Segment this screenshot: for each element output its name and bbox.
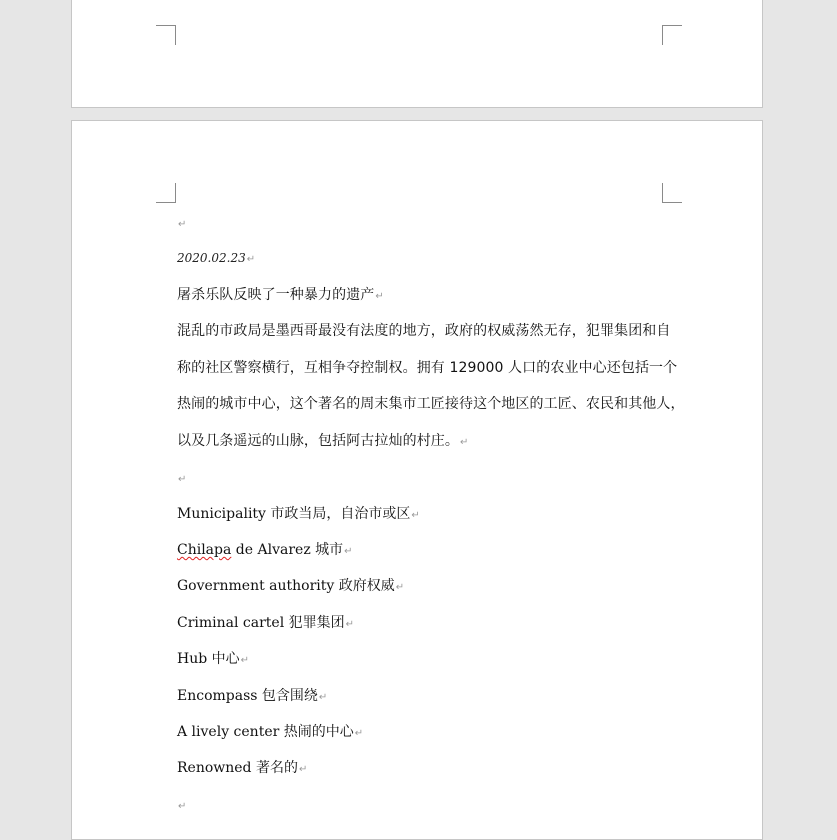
title-text: 屠杀乐队反映了一种暴力的遗产 [177, 287, 375, 303]
vocab-text: A lively center 热闹的中心 [177, 724, 354, 740]
paragraph-mark-icon: ↵ [354, 728, 364, 739]
paragraph-mark-icon: ↵ [375, 291, 384, 302]
document-page[interactable] [71, 120, 763, 840]
margin-corner-top-right [662, 183, 682, 203]
spelling-error-word[interactable]: Chilapa [177, 542, 232, 558]
vocab-text: Encompass 包含围绕 [177, 688, 318, 704]
body-text: 热闹的城市中心，这个著名的周末集市工匠接待这个地区的工匠、农民和其他人， [177, 396, 685, 412]
vocab-line[interactable] [177, 687, 677, 707]
vocab-line[interactable] [177, 614, 677, 634]
body-text: 称的社区警察横行，互相争夺控制权。拥有 129000 人口的农业中心还包括一个 [177, 360, 678, 376]
previous-page [71, 0, 763, 108]
margin-corner-bottom-right [662, 25, 682, 45]
date-text: 2020.02.23 [177, 251, 246, 265]
paragraph-mark-icon: ↵ [460, 437, 469, 448]
paragraph-mark-icon: ↵ [178, 801, 187, 812]
paragraph-mark-icon: ↵ [298, 764, 308, 775]
body-line-1[interactable] [177, 322, 677, 340]
paragraph-mark-icon: ↵ [178, 474, 187, 485]
paragraph-mark-icon: ↵ [178, 219, 187, 230]
paragraph-mark-icon: ↵ [345, 619, 355, 630]
vocab-line[interactable] [177, 759, 677, 779]
vocab-text: Criminal cartel 犯罪集团 [177, 615, 345, 631]
paragraph-mark-icon: ↵ [318, 692, 328, 703]
margin-corner-bottom-left [156, 25, 176, 45]
paragraph-mark-icon: ↵ [395, 582, 405, 593]
empty-paragraph[interactable] [177, 796, 677, 816]
vocab-text: Municipality 市政当局，自治市或区 [177, 506, 411, 522]
vocab-line[interactable] [177, 505, 677, 525]
paragraph-mark-icon: ↵ [411, 510, 420, 521]
paragraph-mark-icon: ↵ [240, 655, 250, 666]
vocab-text: de Alvarez 城市 [231, 542, 344, 558]
empty-paragraph[interactable] [177, 469, 677, 489]
empty-paragraph[interactable] [177, 214, 677, 234]
body-line-4[interactable] [177, 432, 677, 452]
vocab-line[interactable] [177, 541, 677, 561]
margin-corner-top-left [156, 183, 176, 203]
paragraph-mark-icon: ↵ [344, 546, 353, 557]
body-line-3[interactable] [177, 395, 685, 413]
date-line[interactable] [177, 249, 677, 269]
body-text: 以及几条遥远的山脉，包括阿古拉灿的村庄。 [177, 433, 459, 449]
vocab-text: Renowned 著名的 [177, 760, 298, 776]
body-text: 混乱的市政局是墨西哥最没有法度的地方，政府的权威荡然无存，犯罪集团和自 [177, 323, 671, 339]
vocab-line[interactable] [177, 650, 677, 670]
article-title[interactable] [177, 286, 677, 306]
paragraph-mark-icon: ↵ [246, 254, 256, 265]
vocab-line[interactable] [177, 577, 677, 597]
body-line-2[interactable] [177, 359, 677, 377]
vocab-text: Hub 中心 [177, 651, 240, 667]
vocab-text: Government authority 政府权威 [177, 578, 395, 594]
vocab-line[interactable] [177, 723, 677, 743]
